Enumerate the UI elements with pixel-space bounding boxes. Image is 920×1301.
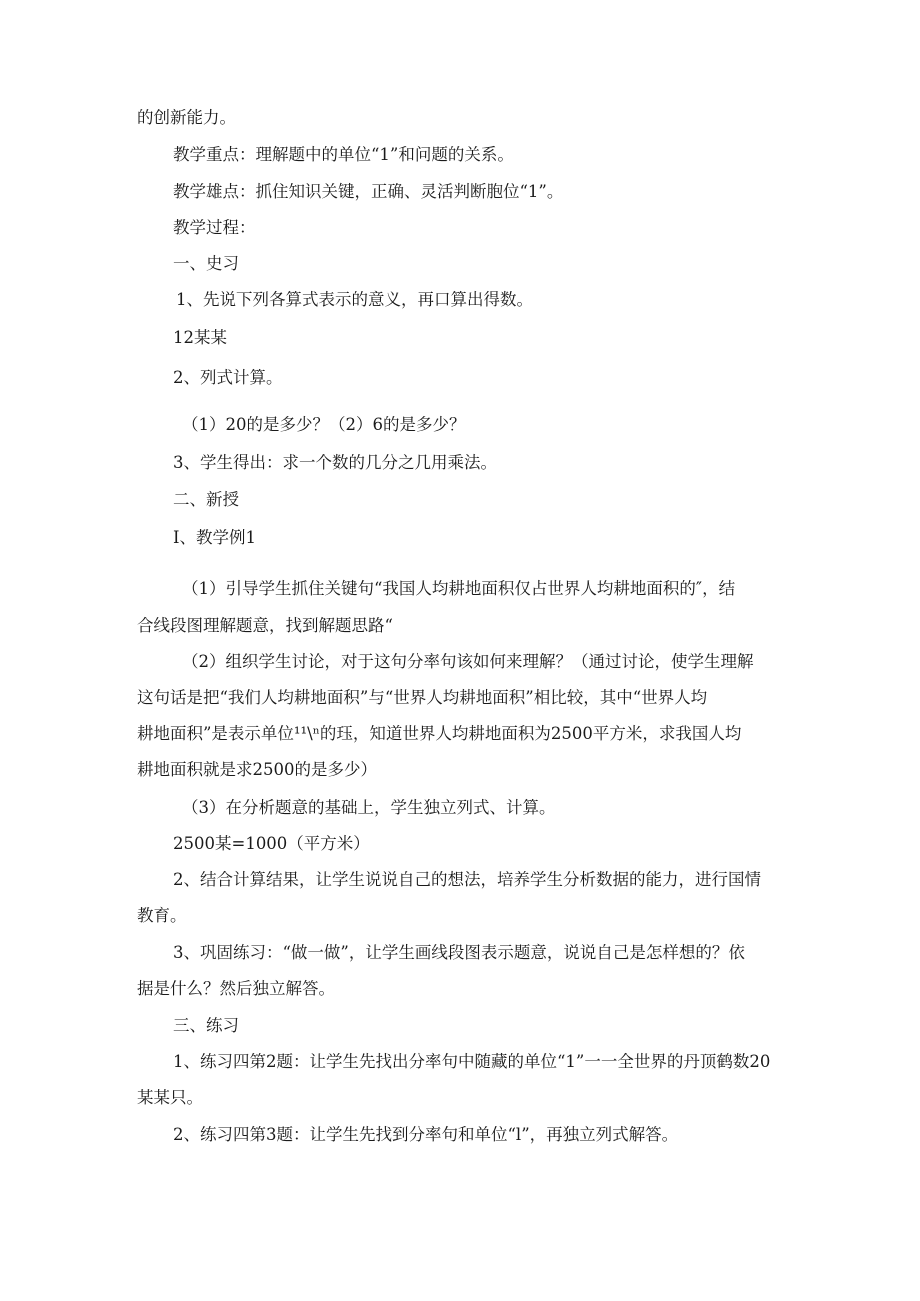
text-line-25: 三、练习 [173, 1016, 239, 1035]
text-line-5: 一、史习 [173, 254, 239, 273]
text-line-11: 二、新授 [173, 490, 239, 509]
text-line-21: 2、结合计算结果，让学生说说自己的想法，培养学生分析数据的能力，进行国情 [173, 870, 761, 889]
text-line-28: 2、练习四第3题：让学生先找到分率句和单位“l”，再独立列式解答。 [173, 1125, 679, 1144]
text-line-8: 2、列式计算。 [173, 368, 283, 387]
text-line-18: 耕地面积就是求2500的是多少） [137, 760, 377, 779]
text-line-12: I、教学例1 [173, 528, 257, 547]
text-line-23: 3、巩固练习：“做一做”，让学生画线段图表示题意，说说自己是怎样想的？依 [173, 943, 745, 962]
text-line-16: 这句话是把“我们人均耕地面积”与“世界人均耕地面积”相比较，其中“世界人均 [137, 688, 708, 707]
text-line-1: 的创新能力。 [137, 108, 236, 127]
text-line-4: 教学过程： [173, 218, 256, 237]
text-line-22: 教育。 [137, 906, 187, 925]
text-line-15: （2）组织学生讨论，对于这句分率句该如何来理解？（通过讨论，使学生理解 [182, 652, 754, 671]
text-line-20: 2500某=1000（平方米） [173, 834, 370, 853]
text-line-27: 某某只。 [137, 1088, 203, 1107]
text-line-14: 合线段图理解题意，找到解题思路“ [137, 616, 393, 635]
text-line-2: 教学重点：理解题中的单位“1”和问题的关系。 [173, 145, 514, 164]
text-line-9: （1）20的是多少？（2）6的是多少？ [182, 415, 466, 434]
text-line-3: 教学雄点：抓住知识关键，正确、灵活判断胞位“1”。 [173, 182, 564, 201]
text-line-6: 1、先说下列各算式表示的意义，再口算出得数。 [176, 290, 533, 309]
text-line-17: 耕地面积”是表示单位¹¹\ⁿ的珏，知道世界人均耕地面积为2500平方米，求我国人均 [137, 724, 742, 743]
text-line-7: 12某某 [173, 328, 227, 347]
text-line-10: 3、学生得出：求一个数的几分之几用乘法。 [173, 453, 497, 472]
text-line-13: （1）引导学生抓住关键句“我国人均耕地面积仅占世界人均耕地面积的″，结 [182, 579, 736, 598]
text-line-19: （3）在分析题意的基础上，学生独立列式、计算。 [182, 798, 556, 817]
text-line-26: 1、练习四第2题：让学生先找出分率句中随藏的单位“1”一一全世界的丹顶鹤数20 [173, 1052, 771, 1071]
text-line-24: 据是什么？然后独立解答。 [137, 979, 335, 998]
